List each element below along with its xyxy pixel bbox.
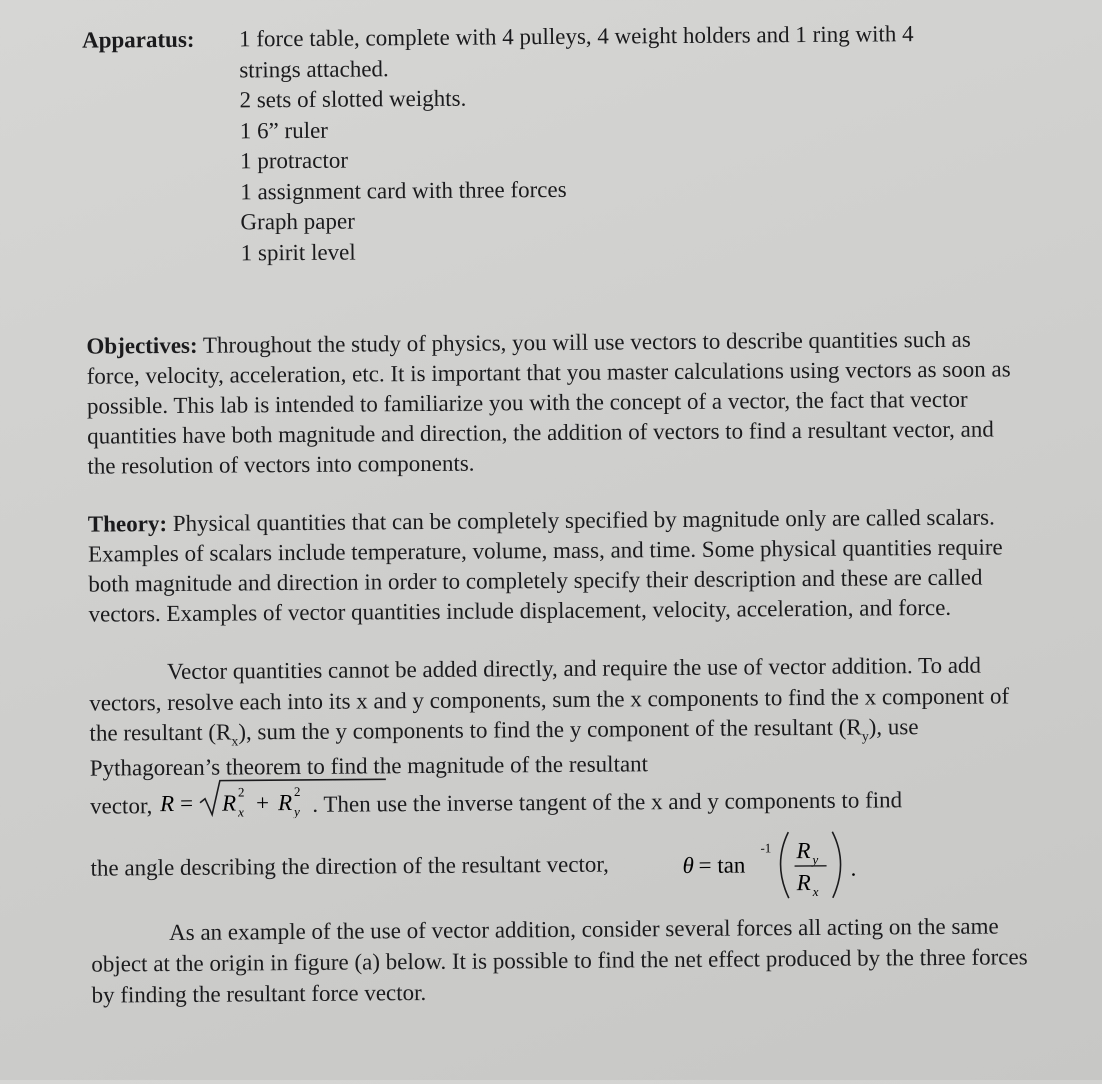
eq-den: R	[796, 870, 811, 895]
p2-sub-y: y	[862, 730, 869, 745]
eq-den-sub: x	[812, 884, 819, 899]
vector-addition-paragraph	[89, 650, 1030, 783]
eq-theta: θ	[682, 853, 694, 878]
theta-suffix: .	[850, 856, 856, 881]
eq-sq1: 2	[238, 784, 245, 799]
apparatus-section	[82, 18, 1044, 270]
eq-sub2: y	[292, 804, 300, 819]
magnitude-formula-line	[90, 772, 1030, 819]
p2-text-a: Vector quantities cannot be added directly, and require the use of vector addition. To add vectors, resolve each into its x and y components, sum the x components to find the x component of the resultant (R	[89, 653, 1009, 746]
eq-inv: -1	[760, 840, 771, 855]
angle-formula-line	[90, 824, 1031, 911]
theta-prefix: the angle describing the direction of the resultant vector,	[90, 852, 609, 882]
p2-text-c: ), use Pythagorean’s theorem to find the magnitude of the resultant	[90, 714, 919, 780]
p3-text: As an example of the use of vector addition, consider several forces all acting on the same object at the origin in figure (a) below. It is possible to find the net effect produced by the three forces by finding the resultant force vector.	[91, 913, 1027, 1007]
eq-equals: =	[180, 791, 193, 816]
apparatus-item: 1 protractor	[240, 140, 1043, 177]
theory-text: Physical quantities that can be completely specified by magnitude only are called scalars. Examples of scalars include temperature, volume, mass, and time. Some physical quantities require both magnitude and direction in order to completely specify their description and these are called vectors. Examples of vector quantities include displacement, velocity, acceleration, and force.	[88, 505, 1003, 627]
apparatus-item: 1 force table, complete with 4 pulleys, 4 weight holders and 1 ring with 4	[239, 18, 1042, 55]
objectives-text: Throughout the study of physics, you will use vectors to describe quantities such as force, velocity, acceleration, etc. It is important that you master calculations using vectors as soon as possible. This lab is intended to familiarize you with the concept of a vector, the fact that vector quantities have both magnitude and direction, the addition of vectors to find a resultant vector, and the resolution of vectors into components.	[87, 327, 1011, 479]
eq-sq2: 2	[294, 784, 301, 799]
eq-num-sub: y	[810, 852, 818, 867]
apparatus-item: 1 6” ruler	[240, 110, 1043, 147]
theory-paragraph	[88, 502, 1029, 629]
apparatus-item: Graph paper	[240, 201, 1043, 238]
example-paragraph	[91, 910, 1032, 1010]
angle-equation	[682, 826, 863, 907]
eq-plus: +	[256, 790, 269, 815]
eq-r1: R	[221, 790, 236, 815]
theory-label: Theory:	[88, 511, 167, 537]
p2-text-b: ), sum the y components to find the y component of the resultant (R	[238, 715, 862, 745]
eq-num: R	[795, 838, 810, 863]
objectives-label: Objectives:	[86, 333, 197, 359]
eq-tan: = tan	[698, 852, 746, 877]
eq-lhs: R	[160, 791, 174, 816]
p2-sub-x: x	[231, 734, 238, 749]
apparatus-item: 1 assignment card with three forces	[240, 171, 1043, 208]
apparatus-label: Apparatus:	[82, 25, 195, 56]
apparatus-list	[239, 18, 1044, 268]
left-paren	[780, 832, 789, 898]
formula-suffix: . Then use the inverse tangent of the x and y components to find	[312, 787, 902, 818]
apparatus-item: 1 spirit level	[241, 232, 1044, 269]
apparatus-item: strings attached.	[239, 49, 1042, 86]
objectives-paragraph	[86, 324, 1027, 481]
eq-r2: R	[277, 790, 292, 815]
right-paren	[832, 832, 841, 898]
apparatus-item: 2 sets of slotted weights.	[239, 79, 1042, 116]
eq-sub1: x	[237, 804, 244, 819]
formula-prefix: vector,	[90, 793, 152, 819]
